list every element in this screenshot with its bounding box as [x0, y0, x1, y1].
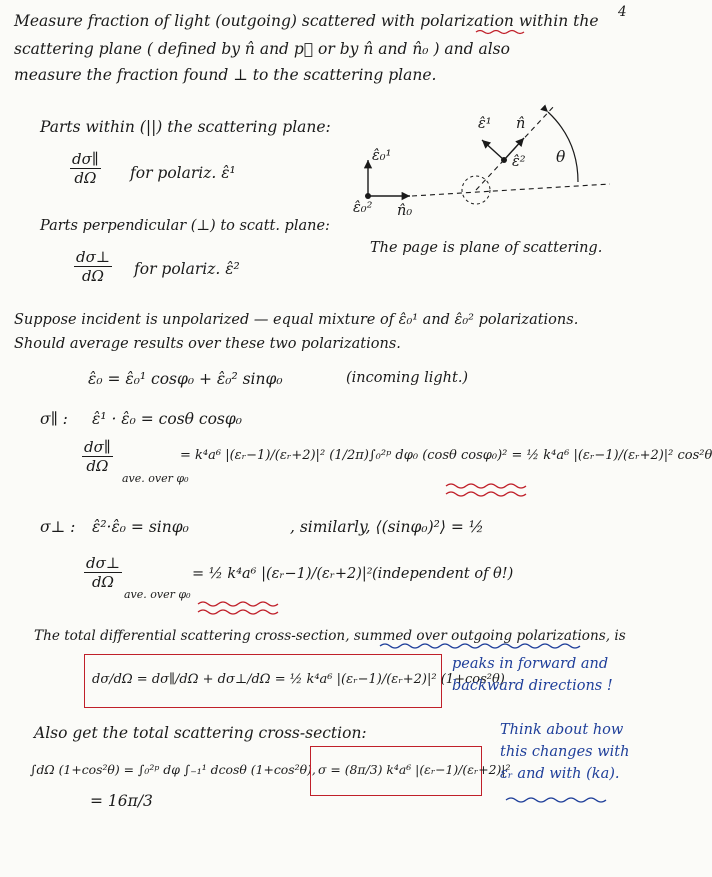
sigma-perp-dot: ε̂²·ε̂₀ = sinφ₀	[92, 518, 189, 536]
diagram-eps1: ε̂¹	[478, 116, 492, 132]
sigma-perp-label: σ⊥ :	[40, 518, 76, 536]
parallel-numerator: dσ∥	[72, 150, 99, 168]
sigma-par-equation: = k⁴a⁶ |(εᵣ−1)/(εᵣ+2)|² (1/2π)∫₀²ᵖ dφ₀ (cosθ cosφ₀)² = ½ k⁴a⁶ |(εᵣ−1)/(εᵣ+2)|² cos²θ	[180, 448, 712, 463]
diagram-n0: n̂₀	[397, 203, 413, 219]
unpolarized-line-2: Should average results over these two polarizations.	[14, 336, 401, 352]
unpolarized-equation: ε̂₀ = ε̂₀¹ cosφ₀ + ε̂₀² sinφ₀	[88, 370, 283, 388]
intro-line-2: scattering plane ( defined by n̂ and p⃗ or by n̂ and n̂₀ ) and also	[14, 40, 510, 58]
sigma-perp-lhs-sub: ave. over φ₀	[124, 588, 191, 601]
perp-underline-2	[198, 610, 278, 614]
summed-underline	[380, 644, 580, 648]
parallel-heading: Parts within (||) the scattering plane:	[40, 118, 331, 136]
total-note-3: εᵣ and with (ka).	[500, 766, 620, 782]
diagram-eps0-1: ε̂₀¹	[372, 148, 392, 164]
sigma-par-lhs-den: dΩ	[86, 457, 109, 475]
within-underline	[476, 31, 524, 34]
sigma-perp-lhs-den: dΩ	[91, 573, 114, 591]
sigma-perp-lhs-num: dσ⊥	[86, 554, 120, 572]
total-note-2: this changes with	[500, 744, 630, 760]
diagram-theta: θ	[556, 148, 566, 166]
sigma-par-lhs-num: dσ∥	[84, 438, 111, 456]
diagram-eps2: ε̂²	[512, 154, 526, 170]
total-equation: σ = (8π/3) k⁴a⁶ |(εᵣ−1)/(εᵣ+2)|²	[318, 762, 511, 777]
perpendicular-heading: Parts perpendicular (⊥) to scatt. plane:	[40, 218, 330, 234]
perpendicular-denominator: dΩ	[81, 267, 104, 285]
total-diff-equation: dσ/dΩ = dσ∥/dΩ + dσ⊥/dΩ = ½ k⁴a⁶ |(εᵣ−1)/(εᵣ+2)|² (1+cos²θ)	[92, 672, 505, 687]
sigma-perp-note: (independent of θ!)	[372, 566, 514, 582]
sigma-perp-similarly: , similarly, ⟨(sinφ₀)²⟩ = ½	[290, 518, 484, 536]
intro-line-3: measure the fraction found ⊥ to the scattering plane.	[14, 66, 437, 84]
think-underline	[506, 798, 606, 802]
cos2-underline-2	[446, 492, 526, 496]
sigma-perp-equation: = ½ k⁴a⁶ |(εᵣ−1)/(εᵣ+2)|²	[192, 566, 373, 582]
diagram-caption: The page is plane of scattering.	[370, 240, 603, 256]
total-diff-intro: The total differential scattering cross-section, summed over outgoing polarizations, is	[34, 628, 626, 644]
perpendicular-numerator: dσ⊥	[76, 248, 110, 266]
total-integral-2: = 16π/3	[90, 792, 153, 810]
perpendicular-text: for polariz. ε̂²	[134, 260, 240, 278]
sigma-par-lhs-sub: ave. over φ₀	[122, 472, 189, 485]
total-diff-note-2: backward directions !	[452, 678, 613, 694]
unpolarized-note: (incoming light.)	[346, 370, 469, 386]
perp-underline-1	[198, 602, 278, 606]
diagram-eps0-2: ε̂₀²	[353, 200, 373, 216]
unpolarized-line-1: Suppose incident is unpolarized — equal mixture of ε̂₀¹ and ε̂₀² polarizations.	[14, 312, 579, 328]
total-intro: Also get the total scattering cross-section:	[34, 724, 367, 742]
sigma-par-label: σ∥ :	[40, 410, 68, 428]
page-number: 4	[618, 4, 627, 20]
cos2-underline-1	[446, 484, 526, 488]
sigma-par-dot: ε̂¹ · ε̂₀ = cosθ cosφ₀	[92, 410, 242, 428]
total-integral-1: ∫dΩ (1+cos²θ) = ∫₀²ᵖ dφ ∫₋₁¹ dcosθ (1+cos²θ),	[30, 762, 316, 777]
total-note-1: Think about how	[500, 722, 624, 738]
diagram-n: n̂	[516, 116, 526, 132]
parallel-denominator: dΩ	[74, 169, 97, 187]
intro-line-1: Measure fraction of light (outgoing) scattered with polarization within the	[14, 12, 599, 30]
parallel-text: for polariz. ε̂¹	[130, 164, 236, 182]
total-diff-note-1: peaks in forward and	[452, 656, 609, 672]
